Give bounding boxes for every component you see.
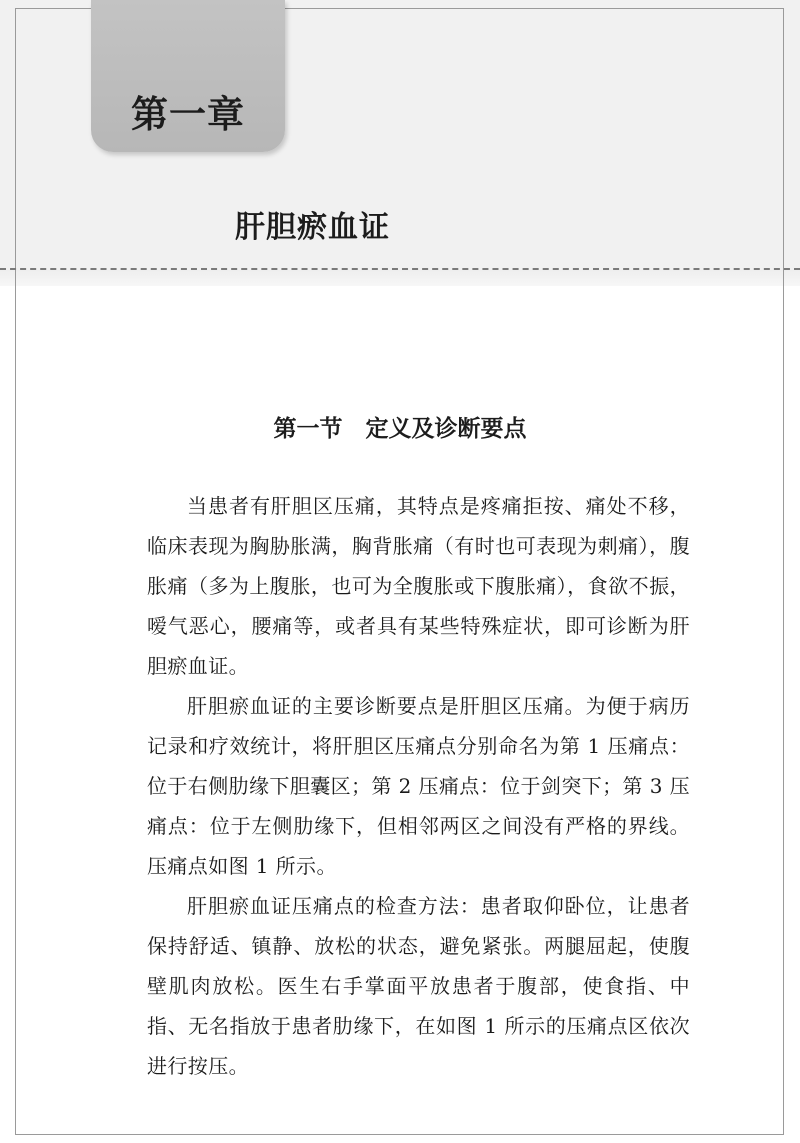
paragraph: 肝胆瘀血证压痛点的检查方法：患者取仰卧位，让患者保持舒适、镇静、放松的状态，避免紧张。两腿屈起，使腹壁肌肉放松。医生右手掌面平放患者于腹部，使食指、中指、无名指放于患者肋缘下，在如图 1 所示的压痛点区依次进行按压。 bbox=[147, 894, 690, 1078]
paragraph: 当患者有肝胆区压痛，其特点是疼痛拒按、痛处不移，临床表现为胸胁胀满，胸背胀痛（有时也可表现为刺痛），腹胀痛（多为上腹胀，也可为全腹胀或下腹胀痛），食欲不振，嗳气恶心，腰痛等，或者具有某些特殊症状，即可诊断为肝胆瘀血证。 bbox=[147, 494, 690, 678]
chapter-tab bbox=[91, 0, 285, 152]
chapter-title: 肝胆瘀血证 bbox=[235, 210, 390, 245]
paragraph: 肝胆瘀血证的主要诊断要点是肝胆区压痛。为便于病历记录和疗效统计，将肝胆区压痛点分别命名为第 1 压痛点：位于右侧肋缘下胆囊区；第 2 压痛点：位于剑突下；第 3 压痛点：位于左侧肋缘下，但相邻两区之间没有严格的界线。压痛点如图 1 所示。 bbox=[147, 694, 690, 878]
dashed-divider bbox=[0, 268, 800, 270]
body-text bbox=[147, 486, 690, 1086]
chapter-label: 第一章 bbox=[131, 93, 245, 136]
section-heading: 第一节 定义及诊断要点 bbox=[273, 416, 527, 442]
